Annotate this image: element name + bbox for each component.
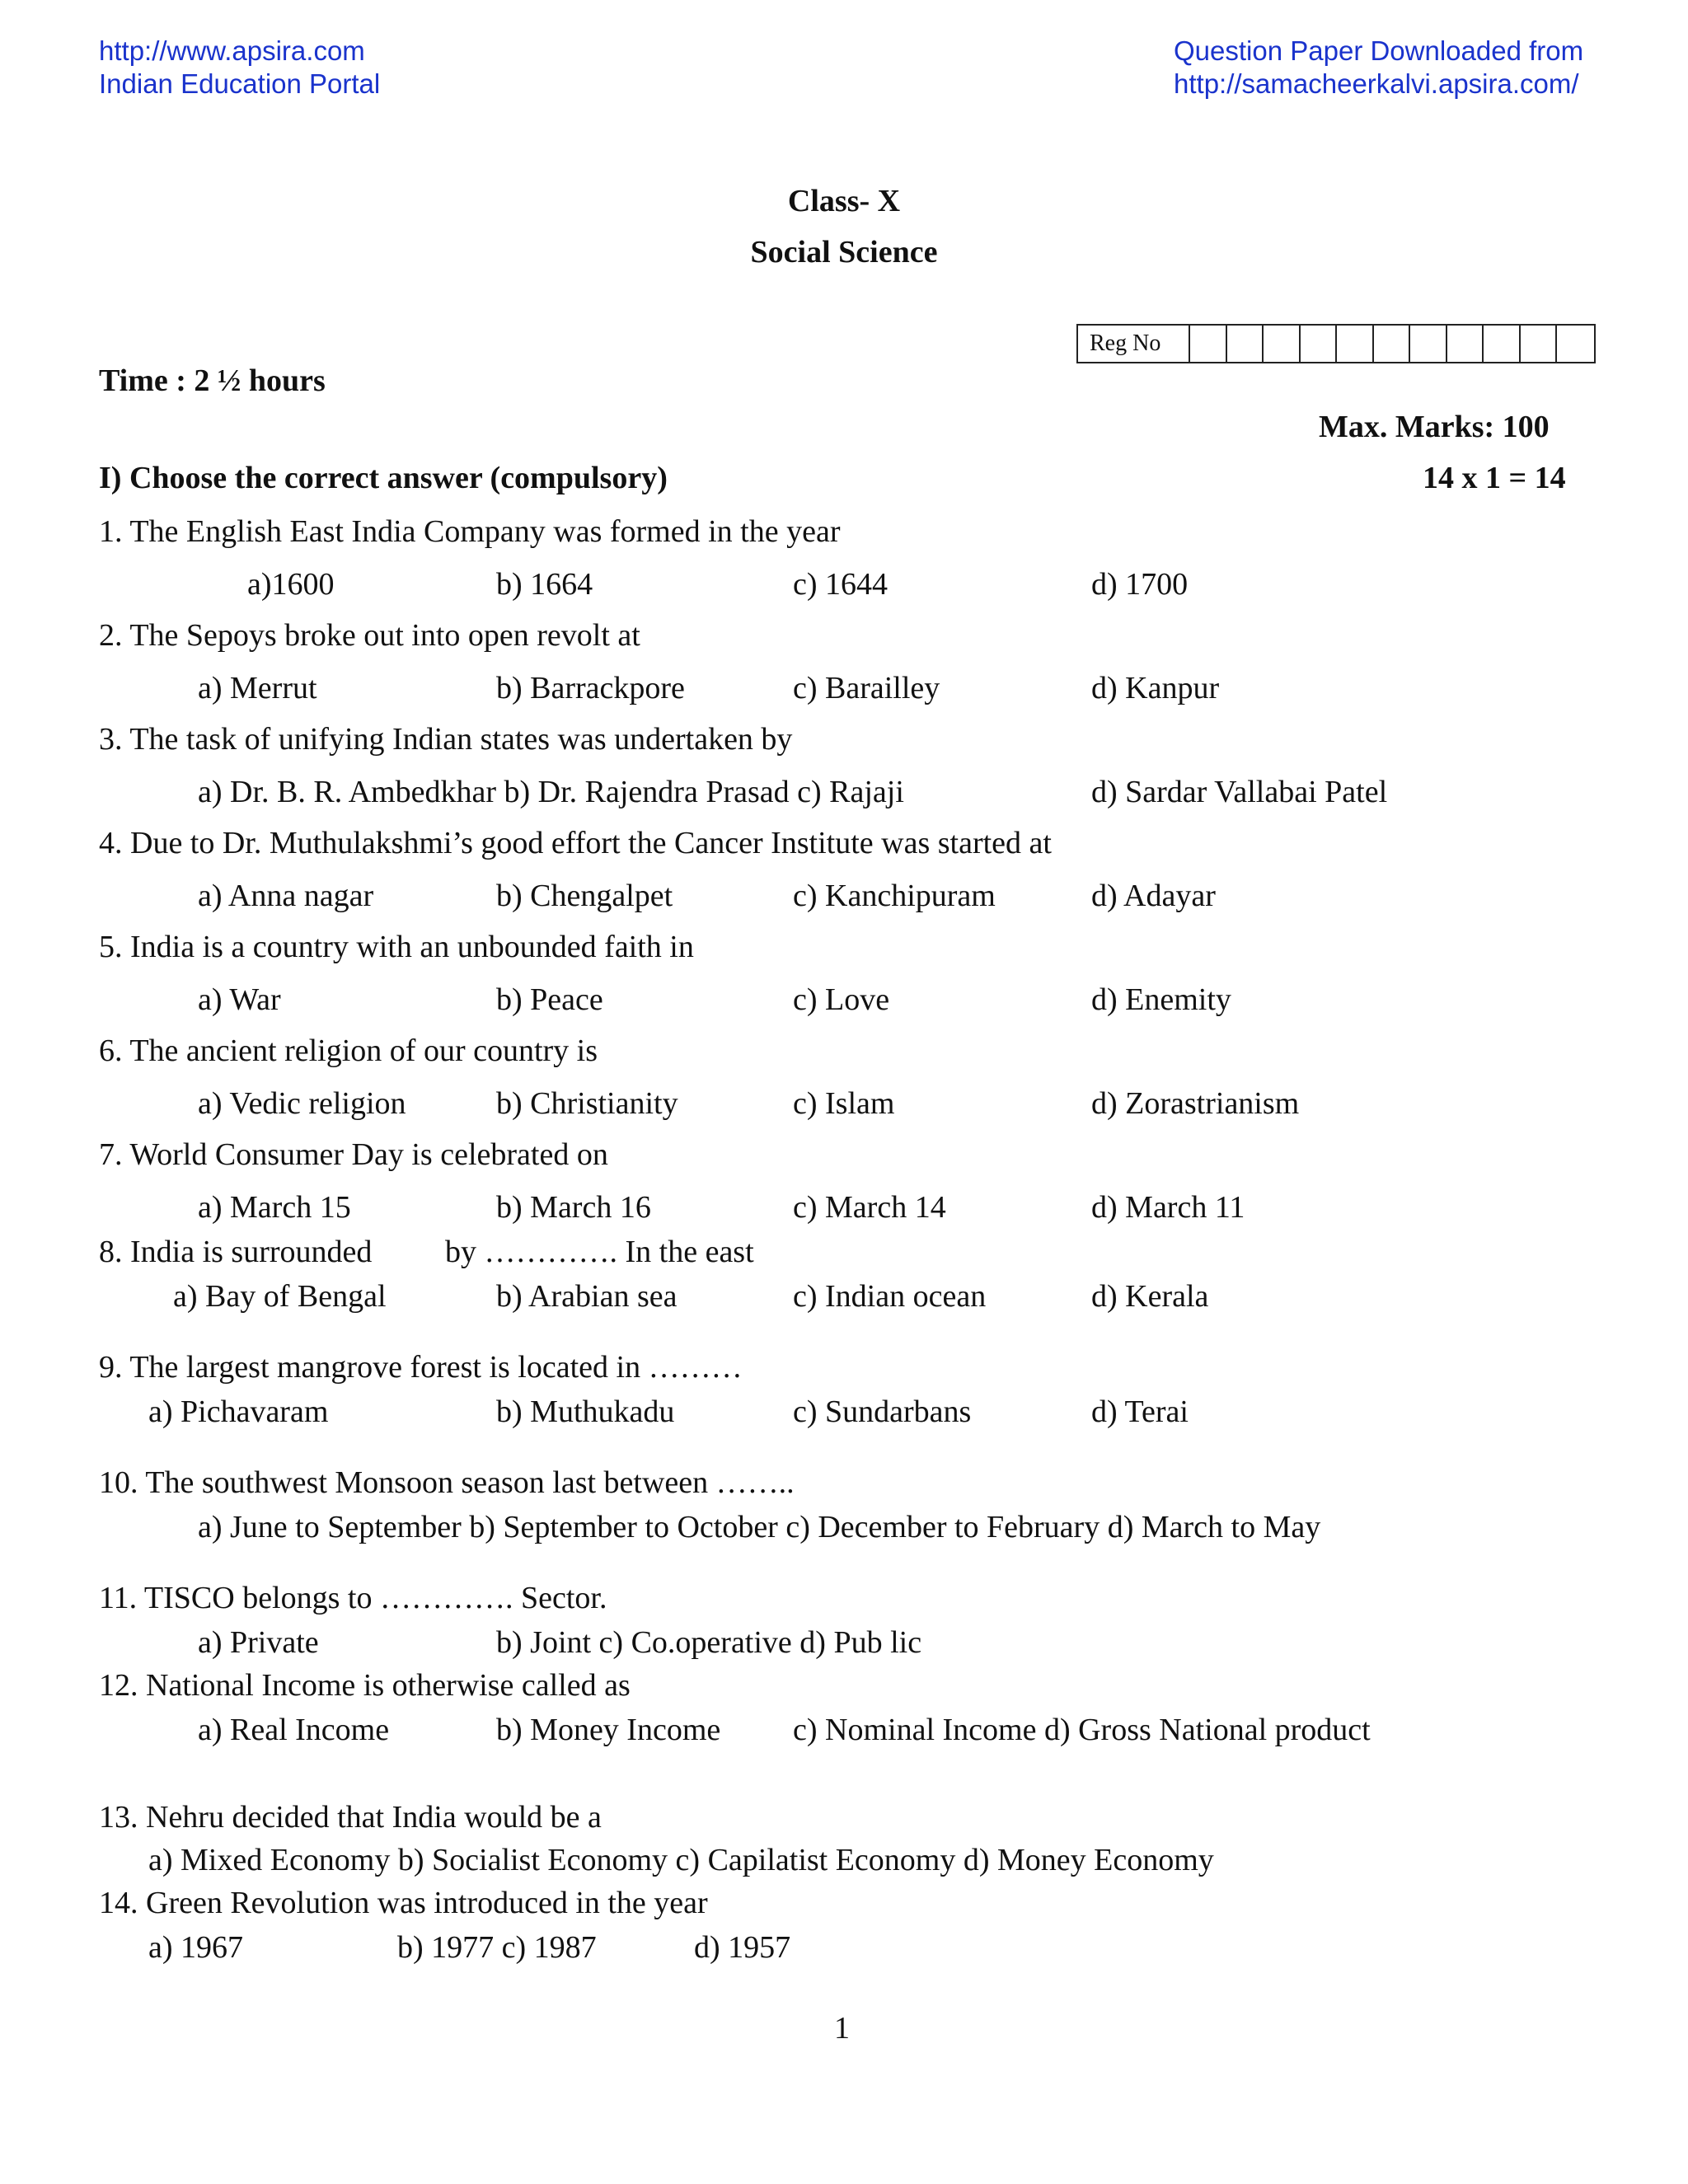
max-marks: Max. Marks: 100 xyxy=(1319,410,1550,444)
question-text: 9. The largest mangrove forest is located in ……… xyxy=(99,1350,743,1385)
option-a: a)1600 xyxy=(247,567,335,602)
options-line: a) June to September b) September to October c) December to February d) March to May xyxy=(198,1510,1321,1544)
option-d: d) 1700 xyxy=(1091,567,1189,602)
option-a: a) Vedic religion xyxy=(198,1086,406,1121)
option-cd: c) Nominal Income d) Gross National product xyxy=(793,1713,1371,1747)
question-text: 12. National Income is otherwise called as xyxy=(99,1668,631,1703)
option-d: d) March 11 xyxy=(1091,1190,1245,1225)
question-text: 11. TISCO belongs to …………. Sector. xyxy=(99,1581,607,1615)
option-a: a) Bay of Bengal xyxy=(173,1279,387,1314)
option-c: c) Islam xyxy=(793,1086,895,1121)
option-a: a) 1967 xyxy=(148,1930,244,1965)
reg-no-cell[interactable] xyxy=(1484,326,1521,362)
reg-no-cell[interactable] xyxy=(1447,326,1484,362)
option-a: a) Merrut xyxy=(198,671,317,705)
option-bc: b) 1977 c) 1987 xyxy=(397,1930,597,1965)
reg-no-cell[interactable] xyxy=(1521,326,1558,362)
question-text: 4. Due to Dr. Muthulakshmi’s good effort the Cancer Institute was started at xyxy=(99,826,1052,860)
page-number: 1 xyxy=(834,2011,850,2046)
option-d: d) Kerala xyxy=(1091,1279,1209,1314)
option-a: a) Anna nagar xyxy=(198,879,374,913)
question-text: 1. The English East India Company was formed in the year xyxy=(99,514,841,549)
question-text: 7. World Consumer Day is celebrated on xyxy=(99,1137,608,1172)
time-allowed: Time : 2 ½ hours xyxy=(99,363,326,398)
header-url-right[interactable]: http://samacheerkalvi.apsira.com/ xyxy=(1174,68,1579,99)
option-d: d) Enemity xyxy=(1091,982,1231,1017)
section-title: I) Choose the correct answer (compulsory) xyxy=(99,461,668,495)
option-d: d) Sardar Vallabai Patel xyxy=(1091,775,1388,809)
option-d: d) Adayar xyxy=(1091,879,1216,913)
option-c: c) Sundarbans xyxy=(793,1394,972,1429)
reg-no-label: Reg No xyxy=(1078,326,1190,362)
header-download-note: Question Paper Downloaded from xyxy=(1174,35,1584,66)
reg-no-cell[interactable] xyxy=(1374,326,1411,362)
option-a: a) Real Income xyxy=(198,1713,390,1747)
option-c: c) Barailley xyxy=(793,671,940,705)
option-c: c) Kanchipuram xyxy=(793,879,996,913)
reg-no-box xyxy=(1076,324,1596,363)
reg-no-cell[interactable] xyxy=(1557,326,1594,362)
question-text: 2. The Sepoys broke out into open revolt at xyxy=(99,618,640,653)
option-d: d) 1957 xyxy=(694,1930,791,1965)
question-text: 14. Green Revolution was introduced in the year xyxy=(99,1886,708,1920)
reg-no-cell[interactable] xyxy=(1301,326,1338,362)
option-bcd: b) Joint c) Co.operative d) Pub lic xyxy=(496,1625,922,1660)
option-b: b) Peace xyxy=(496,982,603,1017)
question-text: 3. The task of unifying Indian states was undertaken by xyxy=(99,722,793,757)
reg-no-cell[interactable] xyxy=(1410,326,1447,362)
option-d: d) Kanpur xyxy=(1091,671,1220,705)
section-marks: 14 x 1 = 14 xyxy=(1423,461,1566,495)
question-text: 8. India is surrounded xyxy=(99,1235,373,1269)
subject-title: Social Science xyxy=(750,235,938,269)
option-abc: a) Dr. B. R. Ambedkhar b) Dr. Rajendra Prasad c) Rajaji xyxy=(198,775,904,809)
option-d: d) Terai xyxy=(1091,1394,1189,1429)
option-c: c) March 14 xyxy=(793,1190,946,1225)
reg-no-cell[interactable] xyxy=(1337,326,1374,362)
header-url-left[interactable]: http://www.apsira.com xyxy=(99,35,365,66)
option-a: a) Pichavaram xyxy=(148,1394,329,1429)
question-text: 6. The ancient religion of our country is xyxy=(99,1033,598,1068)
question-text: 13. Nehru decided that India would be a xyxy=(99,1800,602,1835)
reg-no-cell[interactable] xyxy=(1264,326,1301,362)
option-c: c) Love xyxy=(793,982,890,1017)
class-title: Class- X xyxy=(787,184,901,218)
option-b: b) Money Income xyxy=(496,1713,721,1747)
option-a: a) War xyxy=(198,982,281,1017)
option-b: b) 1664 xyxy=(496,567,593,602)
question-text: 10. The southwest Monsoon season last between …….. xyxy=(99,1465,795,1500)
reg-no-cell[interactable] xyxy=(1190,326,1227,362)
option-b: b) Arabian sea xyxy=(496,1279,678,1314)
option-c: c) Indian ocean xyxy=(793,1279,987,1314)
option-a: a) March 15 xyxy=(198,1190,351,1225)
option-a: a) Private xyxy=(198,1625,319,1660)
option-b: b) March 16 xyxy=(496,1190,651,1225)
header-portal-name: Indian Education Portal xyxy=(99,68,381,99)
option-b: b) Chengalpet xyxy=(496,879,673,913)
option-d: d) Zorastrianism xyxy=(1091,1086,1300,1121)
option-c: c) 1644 xyxy=(793,567,889,602)
option-b: b) Christianity xyxy=(496,1086,678,1121)
option-b: b) Muthukadu xyxy=(496,1394,675,1429)
question-text-continued: by …………. In the east xyxy=(445,1235,754,1269)
question-text: 5. India is a country with an unbounded faith in xyxy=(99,930,694,964)
options-line: a) Mixed Economy b) Socialist Economy c) Capilatist Economy d) Money Economy xyxy=(148,1843,1214,1877)
option-b: b) Barrackpore xyxy=(496,671,685,705)
reg-no-cell[interactable] xyxy=(1227,326,1264,362)
